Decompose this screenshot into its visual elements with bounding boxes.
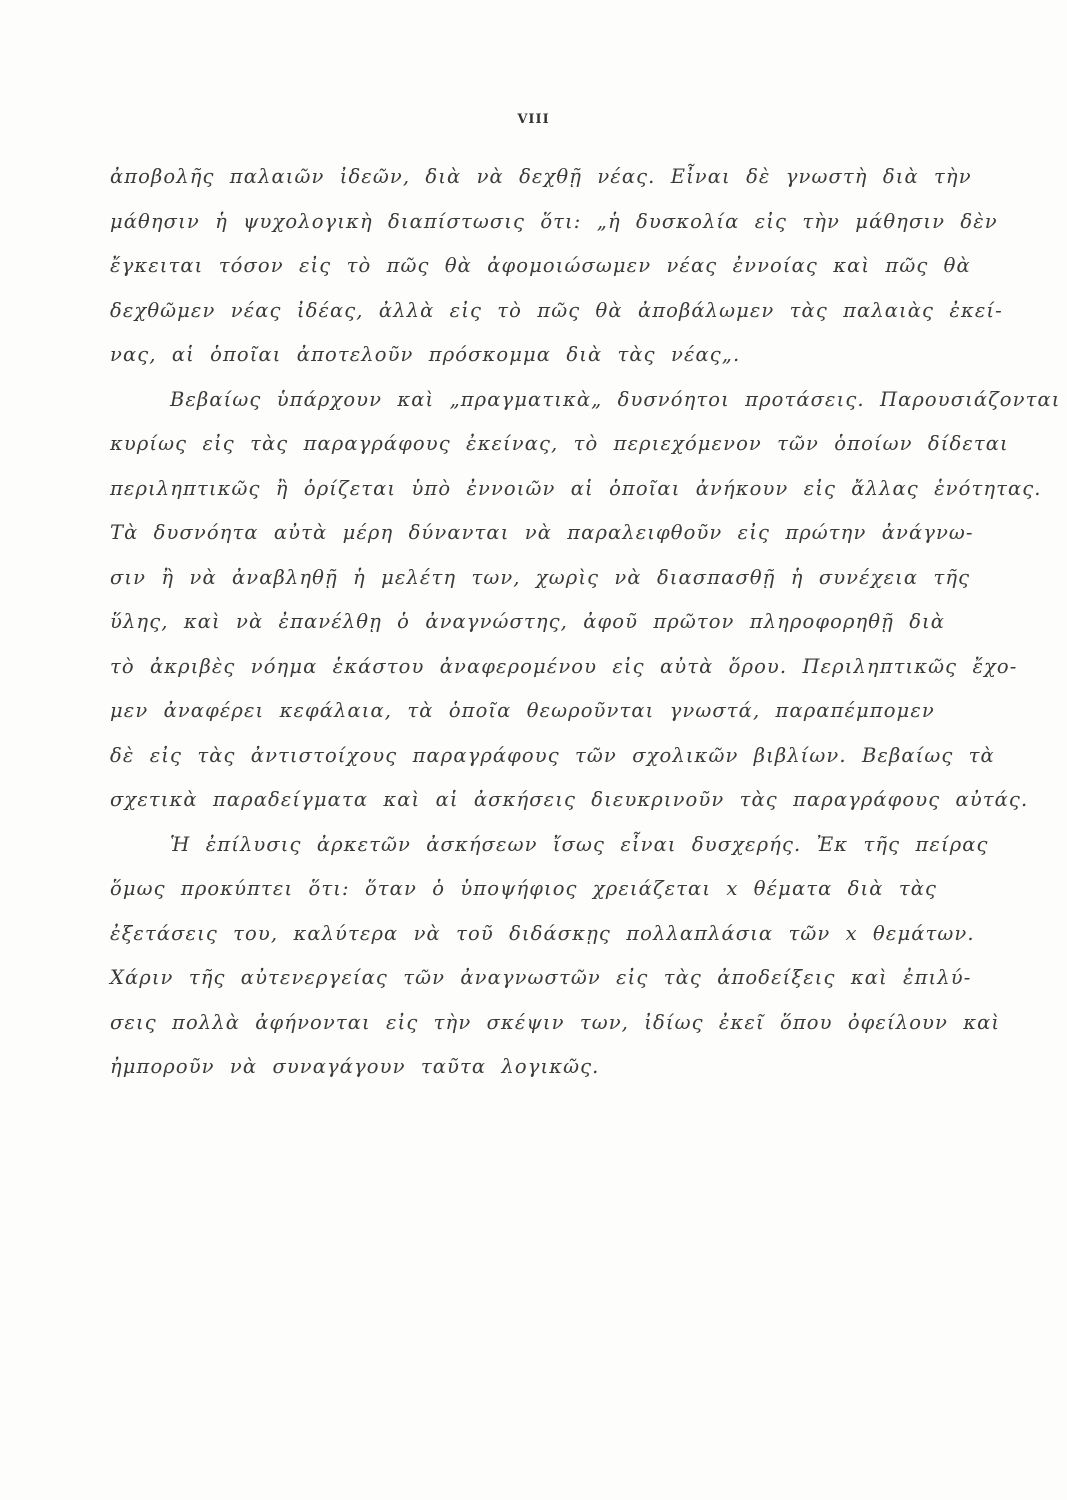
text-line: ἠμποροῦν νὰ συναγάγουν ταῦτα λογικῶς. <box>110 1055 600 1078</box>
text-line: σεις πολλὰ ἀφήνονται εἰς τὴν σκέψιν των, ἰδίως ἐκεῖ ὅπου ὀφείλουν καὶ <box>110 1010 1001 1034</box>
text-line: ἔγκειται τόσον εἰς τὸ πῶς θὰ ἀφομοιώσωμεν νέας ἐννοίας καὶ πῶς θὰ <box>110 254 971 277</box>
text-line: περιληπτικῶς ἢ ὁρίζεται ὑπὸ ἐννοιῶν αἱ ὁποῖαι ἀνήκουν εἰς ἄλλας ἑνότητας. <box>110 476 1042 500</box>
page-number: VIII <box>517 112 550 127</box>
text-line: σχετικὰ παραδείγματα καὶ αἱ ἀσκήσεις διευκρινοῦν τὰς παραγράφους αὐτάς. <box>110 788 1029 811</box>
text-line: ὅμως προκύπτει ὅτι: ὅταν ὁ ὑποψήφιος χρειάζεται x θέματα διὰ τὰς <box>110 877 937 900</box>
text-line: δεχθῶμεν νέας ἰδέας, ἀλλὰ εἰς τὸ πῶς θὰ ἀποβάλωμεν τὰς παλαιὰς ἐκεί- <box>110 298 1003 322</box>
text-line: νας, αἱ ὁποῖαι ἀποτελοῦν πρόσκομμα διὰ τὰς νέας„. <box>110 343 741 366</box>
text-line: Χάριν τῆς αὐτενεργείας τῶν ἀναγνωστῶν εἰς τὰς ἀποδείξεις καὶ ἐπιλύ- <box>110 966 972 989</box>
text-line: τὸ ἀκριβὲς νόημα ἑκάστου ἀναφερομένου εἰς αὐτὰ ὅρου. Περιληπτικῶς ἔχο- <box>110 654 1018 678</box>
text-line: ὕλης, καὶ νὰ ἐπανέλθῃ ὁ ἀναγνώστης, ἀφοῦ πρῶτον πληροφορηθῇ διὰ <box>110 610 946 633</box>
text-line: Τὰ δυσνόητα αὐτὰ μέρη δύνανται νὰ παραλειφθοῦν εἰς πρώτην ἀνάγνω- <box>110 521 974 544</box>
text-line: σιν ἢ νὰ ἀναβληθῇ ἡ μελέτη των, χωρὶς νὰ διασπασθῇ ἡ συνέχεια τῆς <box>110 565 971 589</box>
text-line: ἐξετάσεις του, καλύτερα νὰ τοῦ διδάσκῃς πολλαπλάσια τῶν x θεμάτων. <box>110 921 975 945</box>
text-line: κυρίως εἰς τὰς παραγράφους ἐκείνας, τὸ περιεχόμενον τῶν ὁποίων δίδεται <box>110 432 1009 455</box>
text-line: Ἡ ἐπίλυσις ἀρκετῶν ἀσκήσεων ἴσως εἶναι δυσχερής. Ἐκ τῆς πείρας <box>170 832 989 856</box>
text-line: μεν ἀναφέρει κεφάλαια, τὰ ὁποῖα θεωροῦνται γνωστά, παραπέμπομεν <box>110 699 935 722</box>
text-line: μάθησιν ἡ ψυχολογικὴ διαπίστωσις ὅτι: „ἡ δυσκολία εἰς τὴν μάθησιν δὲν <box>110 209 998 233</box>
text-line: Βεβαίως ὑπάρχουν καὶ „πραγματικὰ„ δυσνόητοι προτάσεις. Παρουσιάζονται <box>170 387 1061 411</box>
text-line: ἀποβολῆς παλαιῶν ἰδεῶν, διὰ νὰ δεχθῇ νέας. Εἶναι δὲ γνωστὴ διὰ τὴν <box>110 165 972 188</box>
text-line: δὲ εἰς τὰς ἀντιστοίχους παραγράφους τῶν σχολικῶν βιβλίων. Βεβαίως τὰ <box>110 743 995 767</box>
handwritten-text-block <box>110 155 1061 1090</box>
